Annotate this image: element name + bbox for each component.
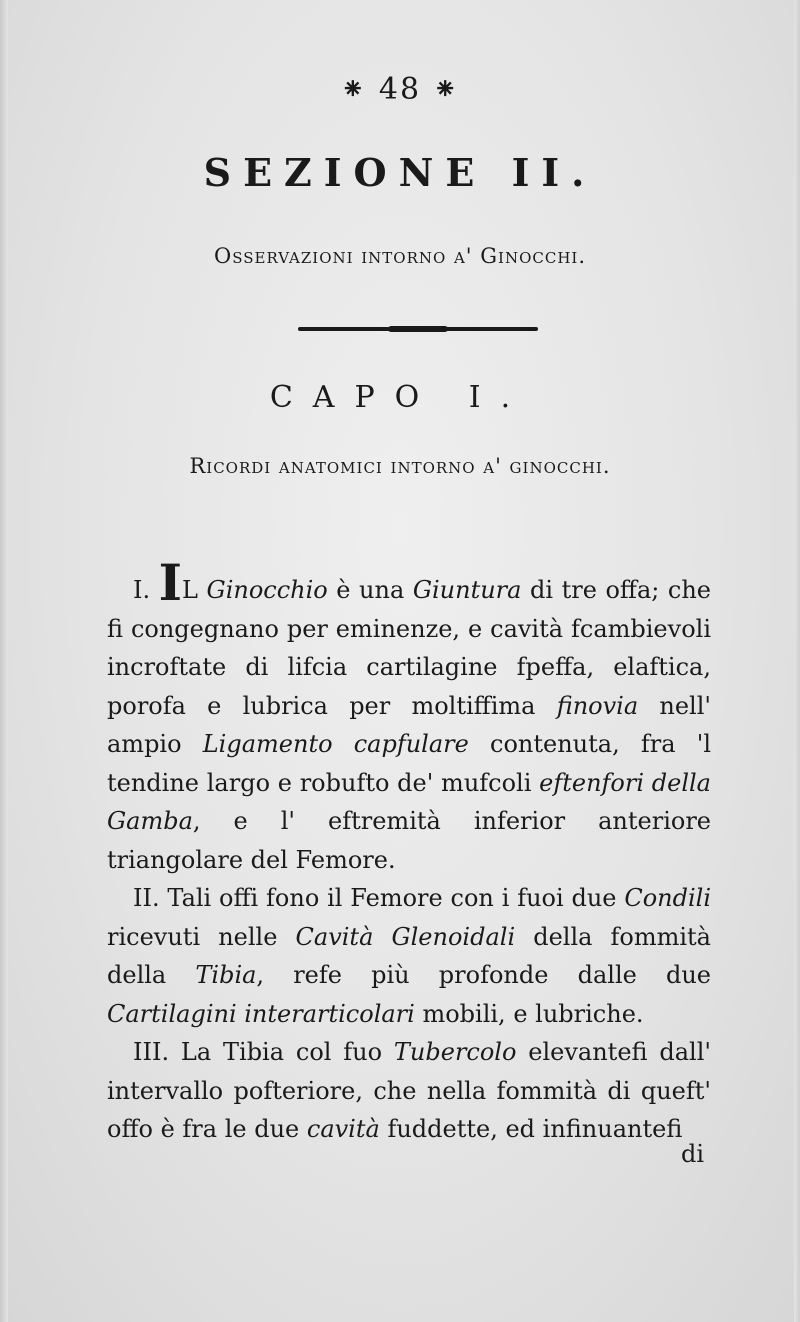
text-run: ricevuti nelle [107,922,296,951]
italic-term: Ligamento capfulare [202,730,469,758]
section-title: SEZIONE II. [203,150,597,195]
section-subtitle: Osservazioni intorno a' Ginocchi. [213,244,586,268]
paragraph-body [107,884,711,1028]
paragraph-2 [107,879,711,1033]
text-run: mobili, e lubriche. [414,999,644,1028]
paragraph-number: III. [133,1038,170,1066]
text-run: della fommità della [107,922,711,989]
paragraph-body [107,576,711,874]
italic-term: Cartilagini interarticolari [107,999,415,1028]
paragraph-body [107,1038,711,1143]
text-run: , e l' eftremità inferior anteriore triangolare del Femore. [107,807,711,874]
page-edge-left [0,0,8,1322]
drop-cap: I [158,553,183,612]
ornament-left-icon: ⁕ [340,72,368,107]
ornament-right-icon: ⁕ [432,72,460,107]
catchword: di [680,1140,704,1168]
text-run: nell' ampio [107,691,711,758]
page-header [0,72,800,107]
paragraph-number: I. [133,576,151,604]
italic-term: Tibia [195,961,257,989]
italic-term: Ginocchio [206,576,328,604]
text-run: è una [327,576,413,604]
page-edge-right [794,0,800,1322]
italic-term: Tubercolo [393,1038,517,1066]
italic-term: Condili [624,884,711,912]
body-text [107,553,711,1149]
italic-term: cavità [306,1115,380,1143]
paragraph-3 [107,1033,711,1149]
chapter-subtitle: Ricordi anatomici intorno a' ginocchi. [189,454,611,478]
text-run: La Tibia col fuo [180,1038,394,1066]
page-number: 48 [378,72,422,107]
text-run: Tali offi fono il Femore con i fuoi due [167,884,625,912]
italic-term: eftenfori della Gamba [107,768,711,835]
italic-term: finovia [556,691,639,720]
decorative-rule [298,327,538,331]
text-run: di tre offa; che fi congegnano per eminenze, e cavità fcambievoli incroftate di lifcia cartilagine fpeffa, elaftica, porofa e lubrica per moltiffima [107,576,711,720]
text-run: contenuta, fra 'l tendine largo e robufto de' mufcoli [107,730,711,797]
text-run: L [182,576,207,604]
text-run: elevantefi dall' intervallo pofteriore, che nella fommità di queft' offo è fra le due [107,1038,711,1143]
paragraph-number: II. [133,884,160,912]
italic-term: Giuntura [412,576,522,604]
italic-term: Cavità Glenoidali [295,922,516,951]
chapter-title: CAPO I. [269,380,531,415]
text-run: , refe più profonde dalle due [256,961,711,989]
paragraph-1 [107,553,711,879]
text-run: fuddette, ed infinuantefi [379,1115,683,1143]
